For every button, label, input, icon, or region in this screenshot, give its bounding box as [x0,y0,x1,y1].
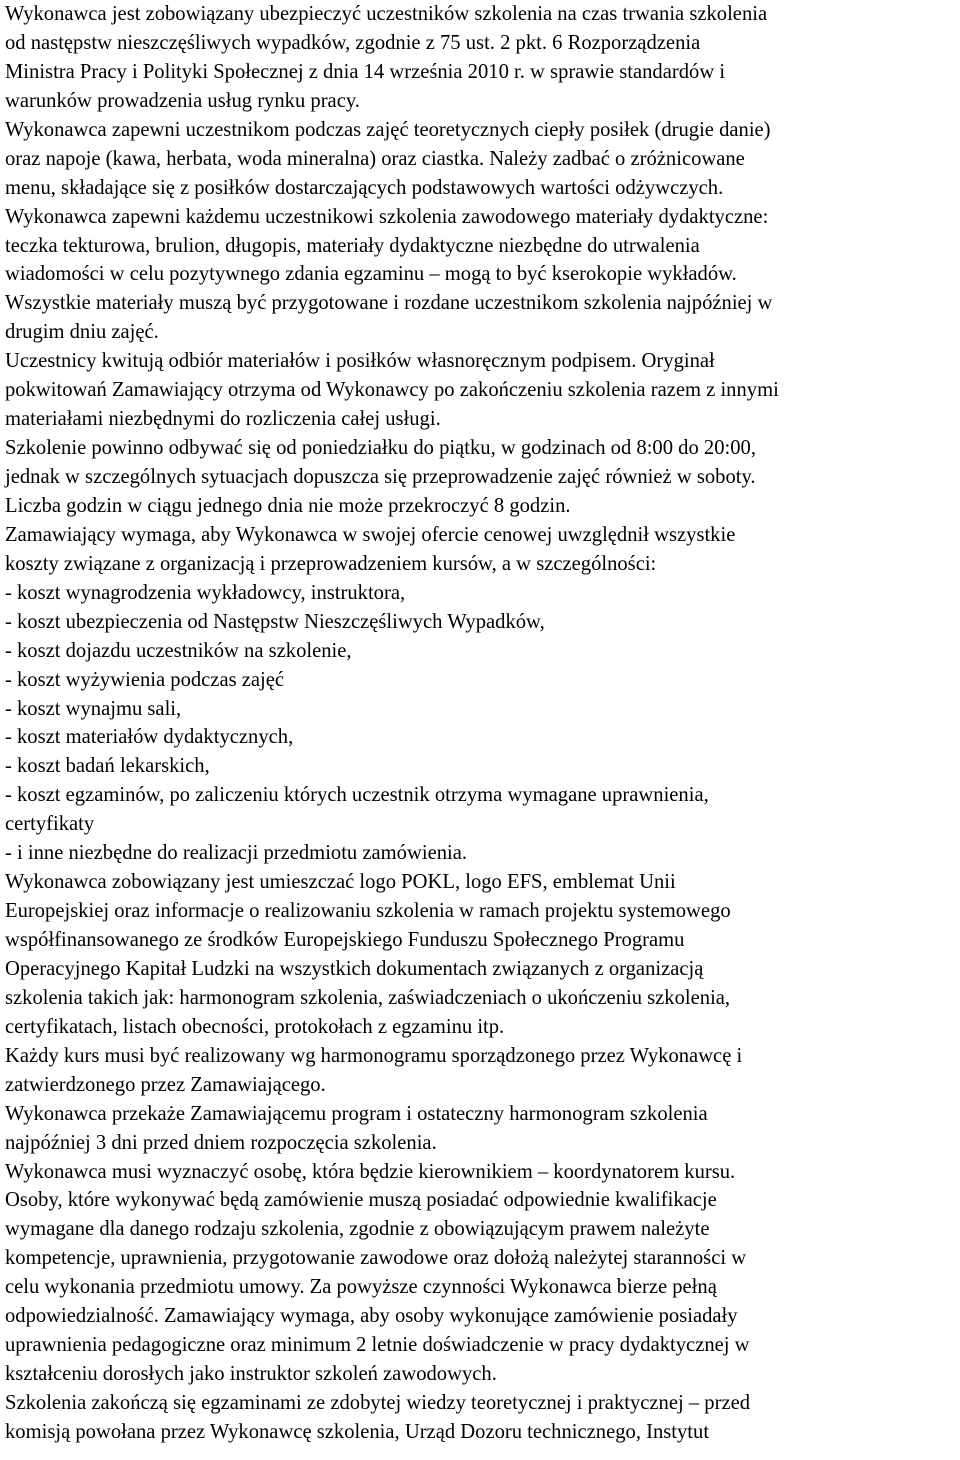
text-line: Liczba godzin w ciągu jednego dnia nie może przekroczyć 8 godzin. [5,494,571,517]
text-line: Wykonawca zapewni każdemu uczestnikowi szkolenia zawodowego materiały dydaktyczne: [5,205,769,228]
list-item-continuation: certyfikaty [5,813,95,836]
text-line: odpowiedzialność. Zamawiający wymaga, aby osoby wykonujące zamówienie posiadały [5,1305,738,1328]
text-line: współfinansowanego ze środków Europejskiego Funduszu Społecznego Programu [5,929,685,951]
text-line: oraz napoje (kawa, herbata, woda mineralna) oraz ciastka. Należy zadbać o zróżnicowane [5,147,745,170]
text-line: Wszystkie materiały muszą być przygotowane i rozdane uczestnikom szkolenia najpóźniej w [5,292,773,315]
text-line: teczka tekturowa, brulion, długopis, materiały dydaktyczne niezbędne do utrwalenia [5,234,700,257]
list-item: - koszt egzaminów, po zaliczeniu których uczestnik otrzyma wymagane uprawnienia, [5,784,709,807]
list-item: - koszt ubezpieczenia od Następstw Nieszczęśliwych Wypadków, [5,610,545,633]
text-line: wiadomości w celu pozytywnego zdania egzaminu – mogą to być kserokopie wykładów. [5,263,737,286]
list-item: - koszt badań lekarskich, [5,755,210,778]
text-line: materiałami niezbędnymi do rozliczenia całej usługi. [5,408,441,431]
text-line: Zamawiający wymaga, aby Wykonawca w swojej ofercie cenowej uwzględnił wszystkie [5,523,736,546]
text-line: Każdy kurs musi być realizowany wg harmonogramu sporządzonego przez Wykonawcę i [5,1044,743,1067]
text-line: wymagane dla danego rodzaju szkolenia, zgodnie z obowiązującym prawem należyte [5,1218,710,1241]
text-line: Szkolenia zakończą się egzaminami ze zdobytej wiedzy teoretycznej i praktycznej – przed [5,1392,751,1414]
text-line: pokwitowań Zamawiający otrzyma od Wykonawcy po zakończeniu szkolenia razem z innymi [5,379,779,402]
text-line: certyfikatach, listach obecności, protokołach z egzaminu itp. [5,1015,505,1038]
list-item: - koszt wynagrodzenia wykładowcy, instruktora, [5,581,406,604]
text-line: kształceniu dorosłych jako instruktor szkoleń zawodowych. [5,1363,497,1386]
list-item: - i inne niezbędne do realizacji przedmiotu zamówienia. [5,842,468,865]
list-item: - koszt dojazdu uczestników na szkolenie, [5,639,352,662]
text-line: kompetencje, uprawnienia, przygotowanie zawodowe oraz dołożą należytej staranności w [5,1247,747,1270]
text-line: Wykonawca zobowiązany jest umieszczać logo POKL, logo EFS, emblemat Unii [5,871,676,894]
list-item: - koszt wyżywienia podczas zajęć [5,668,285,691]
text-line: Wykonawca jest zobowiązany ubezpieczyć uczestników szkolenia na czas trwania szkolenia [5,3,768,25]
text-line: Wykonawca zapewni uczestnikom podczas zajęć teoretycznych ciepły posiłek (drugie danie) [5,118,771,141]
text-line: Wykonawca przekaże Zamawiającemu program i ostateczny harmonogram szkolenia [5,1102,708,1125]
text-line: szkolenia takich jak: harmonogram szkolenia, zaświadczeniach o ukończeniu szkolenia, [5,986,731,1009]
list-item: - koszt materiałów dydaktycznych, [5,726,294,749]
text-line: najpóźniej 3 dni przed dniem rozpoczęcia szkolenia. [5,1131,437,1154]
text-line: koszty związane z organizacją i przeprowadzeniem kursów, a w szczególności: [5,552,657,575]
text-line: Uczestnicy kwitują odbiór materiałów i posiłków własnoręcznym podpisem. Oryginał [5,350,715,373]
text-line: drugim dniu zajęć. [5,321,159,344]
text-line: Szkolenie powinno odbywać się od poniedziałku do piątku, w godzinach od 8:00 do 20:00, [5,437,756,460]
text-line: menu, składające się z posiłków dostarczających podstawowych wartości odżywczych. [5,176,724,199]
text-line: komisją powołana przez Wykonawcę szkolenia, Urząd Dozoru technicznego, Instytut [5,1420,710,1443]
text-line: Operacyjnego Kapitał Ludzki na wszystkich dokumentach związanych z organizacją [5,957,704,980]
text-line: Ministra Pracy i Polityki Społecznej z dnia 14 września 2010 r. w sprawie standardów i [5,60,726,83]
document-page [5,0,960,1447]
text-line: Osoby, które wykonywać będą zamówienie muszą posiadać odpowiednie kwalifikacje [5,1189,717,1212]
text-line: Wykonawca musi wyznaczyć osobę, która będzie kierownikiem – koordynatorem kursu. [5,1160,736,1183]
text-line: uprawnienia pedagogiczne oraz minimum 2 letnie doświadczenie w pracy dydaktycznej w [5,1334,750,1357]
text-line: celu wykonania przedmiotu umowy. Za powyższe czynności Wykonawca bierze pełną [5,1276,717,1299]
text-line: od następstw nieszczęśliwych wypadków, zgodnie z 75 ust. 2 pkt. 6 Rozporządzenia [5,31,701,54]
text-line: jednak w szczególnych sytuacjach dopuszcza się przeprowadzenie zajęć również w soboty. [5,466,756,488]
text-line: Europejskiej oraz informacje o realizowaniu szkolenia w ramach projektu systemowego [5,900,731,923]
text-line: zatwierdzonego przez Zamawiającego. [5,1073,326,1096]
list-item: - koszt wynajmu sali, [5,697,182,720]
text-line: warunków prowadzenia usług rynku pracy. [5,89,360,112]
